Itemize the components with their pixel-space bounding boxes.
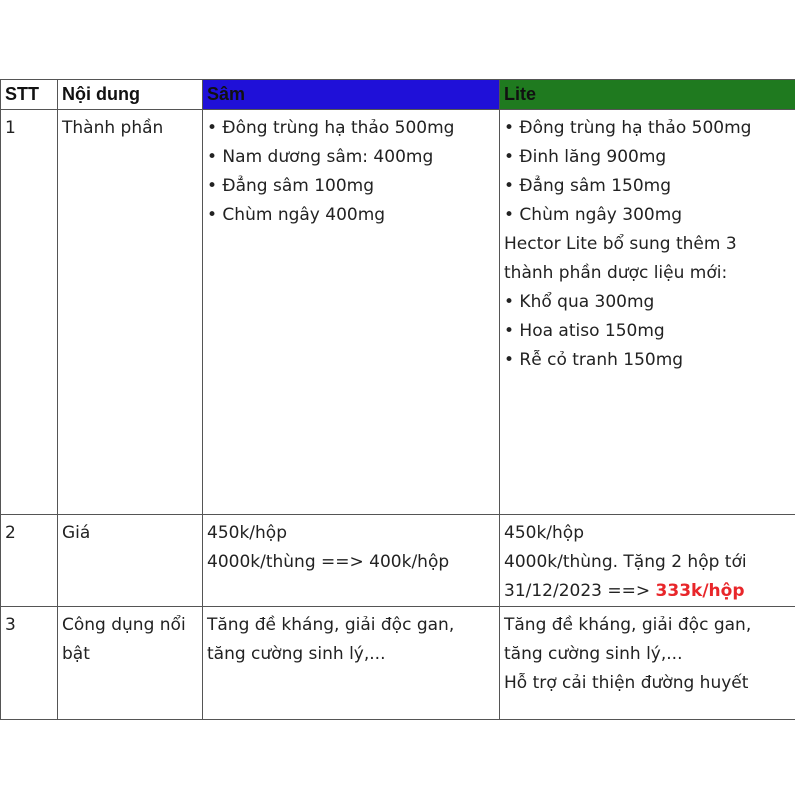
list-item: • Nam dương sâm: 400mg xyxy=(207,147,434,167)
row-label: Công dụng nổi bật xyxy=(58,607,203,720)
benefit-line: tăng cường sinh lý,... xyxy=(207,644,386,664)
header-lite: Lite xyxy=(500,80,795,110)
benefit-line: Tăng đề kháng, giải độc gan, xyxy=(504,615,752,635)
table-row xyxy=(1,607,795,720)
list-item: • Đẳng sâm 100mg xyxy=(207,176,375,196)
benefit-line: Hỗ trợ cải thiện đường huyết xyxy=(504,673,749,693)
list-item: • Rễ cỏ tranh 150mg xyxy=(504,350,684,370)
price-line: 450k/hộp xyxy=(207,523,287,543)
row-label: Thành phần xyxy=(58,110,203,515)
list-item: • Đông trùng hạ thảo 500mg xyxy=(504,118,752,138)
comparison-table xyxy=(0,79,795,720)
sam-benefits xyxy=(203,607,500,720)
table-row xyxy=(1,110,795,515)
price-line: 4000k/thùng ==> 400k/hộp xyxy=(207,552,450,572)
header-sam: Sâm xyxy=(203,80,500,110)
table-row xyxy=(1,515,795,607)
lite-ingredients xyxy=(500,110,795,515)
price-line: 4000k/thùng. Tặng 2 hộp tới xyxy=(504,552,747,572)
price-line xyxy=(504,577,792,606)
price-line: 450k/hộp xyxy=(504,523,584,543)
row-label: Giá xyxy=(58,515,203,607)
sam-price xyxy=(203,515,500,607)
list-item: • Đinh lăng 900mg xyxy=(504,147,667,167)
sam-ingredients xyxy=(203,110,500,515)
benefit-line: tăng cường sinh lý,... xyxy=(504,644,683,664)
table-header-row xyxy=(1,80,795,110)
list-item: • Khổ qua 300mg xyxy=(504,292,655,312)
list-item: • Chùm ngây 400mg xyxy=(207,205,386,225)
benefit-line: Tăng đề kháng, giải độc gan, xyxy=(207,615,455,635)
highlight-price: 333k/hộp xyxy=(655,581,745,601)
note-line: thành phần dược liệu mới: xyxy=(504,263,728,283)
header-stt: STT xyxy=(1,80,58,110)
row-number: 1 xyxy=(1,110,58,515)
row-number: 3 xyxy=(1,607,58,720)
list-item: • Đẳng sâm 150mg xyxy=(504,176,672,196)
lite-benefits xyxy=(500,607,795,720)
header-content: Nội dung xyxy=(58,80,203,110)
row-number: 2 xyxy=(1,515,58,607)
note-line: Hector Lite bổ sung thêm 3 xyxy=(504,234,737,254)
promo-date-text: 31/12/2023 ==> xyxy=(504,581,656,601)
lite-price xyxy=(500,515,795,607)
list-item: • Hoa atiso 150mg xyxy=(504,321,665,341)
list-item: • Chùm ngây 300mg xyxy=(504,205,683,225)
list-item: • Đông trùng hạ thảo 500mg xyxy=(207,118,455,138)
